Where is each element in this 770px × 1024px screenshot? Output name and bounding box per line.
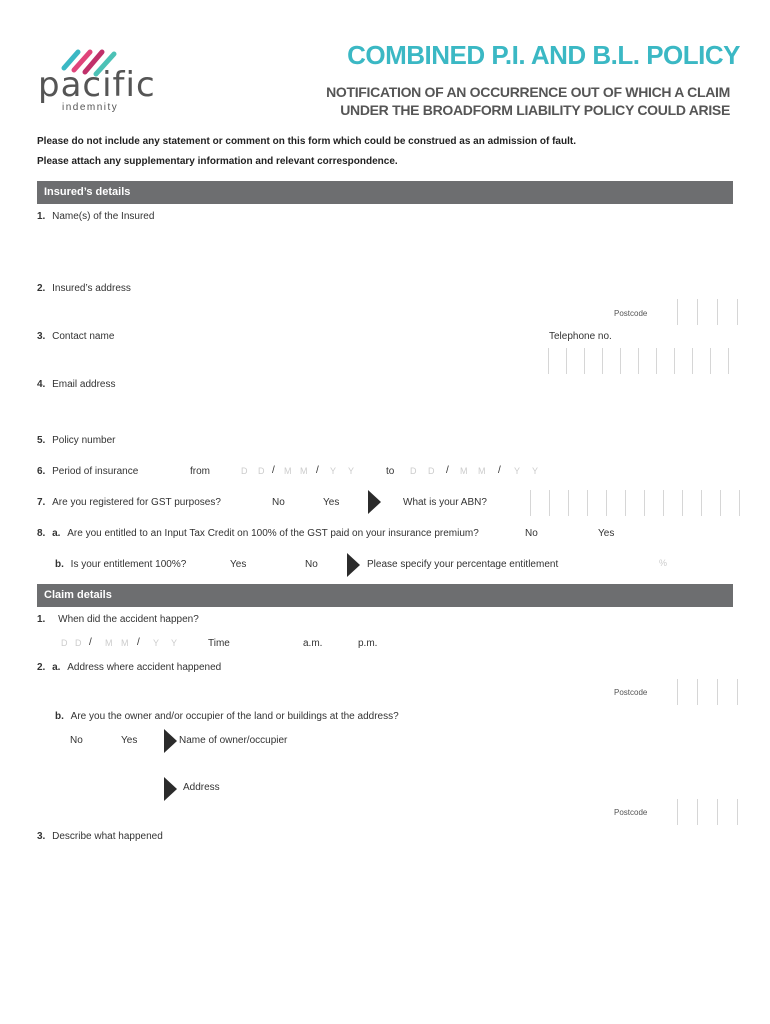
q6-label: Period of insurance bbox=[52, 466, 139, 477]
owner-address-label: Address bbox=[183, 782, 220, 793]
claim-q2a-sub: a. bbox=[52, 662, 61, 673]
q7-number: 7. bbox=[37, 497, 46, 508]
accident-month-digit-1: M bbox=[105, 638, 113, 648]
q4-number: 4. bbox=[37, 379, 46, 390]
arrow-right-icon bbox=[164, 777, 177, 801]
section-insured-header: Insured’s details bbox=[37, 181, 733, 204]
postcode-label-2: Postcode bbox=[614, 688, 648, 697]
from-slash-2: / bbox=[316, 465, 319, 476]
email-field[interactable] bbox=[130, 376, 730, 406]
owner-no-option[interactable]: No bbox=[70, 735, 83, 746]
owner-postcode-field[interactable] bbox=[677, 799, 738, 825]
entitlement-yes-option[interactable]: Yes bbox=[230, 559, 247, 570]
q1-number: 1. bbox=[37, 211, 46, 222]
q3-label: Contact name bbox=[52, 331, 115, 342]
note-admission: Please do not include any statement or comment on this form which could be construed as an admission of fault. bbox=[37, 136, 576, 147]
page-subtitle-line1: NOTIFICATION OF AN OCCURRENCE OUT OF WHICH A CLAIM bbox=[326, 84, 730, 100]
q3-row bbox=[37, 331, 114, 342]
claim-q2-number: 2. bbox=[37, 662, 46, 673]
from-slash-1: / bbox=[272, 465, 275, 476]
gst-yes-option[interactable]: Yes bbox=[323, 497, 340, 508]
arrow-right-icon bbox=[164, 729, 177, 753]
owner-address-field[interactable] bbox=[230, 778, 610, 818]
claim-q2b-row bbox=[55, 711, 399, 722]
itc-yes-option[interactable]: Yes bbox=[598, 528, 615, 539]
to-day-digit-2: D bbox=[428, 466, 435, 476]
claim-q3-label: Describe what happened bbox=[52, 831, 163, 842]
q7-label: Are you registered for GST purposes? bbox=[52, 497, 221, 508]
accident-day-digit-1: D bbox=[61, 638, 68, 648]
insured-address-field[interactable] bbox=[37, 298, 627, 326]
q6-number: 6. bbox=[37, 466, 46, 477]
claim-q3-number: 3. bbox=[37, 831, 46, 842]
accident-slash-1: / bbox=[89, 637, 92, 648]
claim-q2a-row bbox=[37, 662, 221, 673]
q5-label: Policy number bbox=[52, 435, 116, 446]
gst-no-option[interactable]: No bbox=[272, 497, 285, 508]
from-month-digit-1: M bbox=[284, 466, 292, 476]
from-day-digit-1: D bbox=[241, 466, 248, 476]
time-field[interactable] bbox=[240, 632, 298, 656]
to-day-digit-1: D bbox=[410, 466, 417, 476]
percent-sign: % bbox=[658, 558, 667, 568]
q7-row bbox=[37, 497, 221, 508]
page-subtitle-line2: UNDER THE BROADFORM LIABILITY POLICY COULD ARISE bbox=[340, 102, 730, 118]
pm-option[interactable]: p.m. bbox=[358, 638, 378, 649]
insured-postcode-field[interactable] bbox=[677, 299, 738, 325]
accident-slash-2: / bbox=[137, 637, 140, 648]
claim-q1-number: 1. bbox=[37, 614, 46, 625]
q4-label: Email address bbox=[52, 379, 116, 390]
accident-date-field[interactable] bbox=[55, 632, 195, 656]
q4-row bbox=[37, 379, 115, 390]
q2-row bbox=[37, 283, 131, 294]
period-to-date[interactable] bbox=[404, 460, 554, 484]
accident-day-digit-2: D bbox=[75, 638, 82, 648]
from-month-digit-2: M bbox=[300, 466, 308, 476]
q8b-label: Is your entitlement 100%? bbox=[70, 559, 187, 570]
to-month-digit-1: M bbox=[460, 466, 468, 476]
contact-name-field[interactable] bbox=[130, 328, 530, 348]
q6-row bbox=[37, 466, 138, 477]
period-to-label: to bbox=[386, 466, 395, 477]
describe-field[interactable] bbox=[37, 848, 733, 1008]
q8a-label: Are you entitled to an Input Tax Credit on 100% of the GST paid on your insurance premium? bbox=[67, 528, 479, 539]
entitlement-no-option[interactable]: No bbox=[305, 559, 318, 570]
company-logo bbox=[38, 44, 156, 116]
from-year-digit-2: Y bbox=[348, 466, 355, 476]
from-day-digit-2: D bbox=[258, 466, 265, 476]
logo-tagline: indemnity bbox=[62, 102, 119, 113]
to-slash-1: / bbox=[446, 465, 449, 476]
owner-yes-option[interactable]: Yes bbox=[121, 735, 138, 746]
percentage-field[interactable] bbox=[590, 553, 675, 575]
claim-q2b-sub: b. bbox=[55, 711, 64, 722]
q8a-row bbox=[37, 528, 479, 539]
claim-q1-row bbox=[37, 614, 199, 625]
period-from-date[interactable] bbox=[236, 460, 376, 484]
q8-number: 8. bbox=[37, 528, 46, 539]
q8b-sub: b. bbox=[55, 559, 64, 570]
accident-month-digit-2: M bbox=[121, 638, 129, 648]
telephone-label: Telephone no. bbox=[549, 331, 612, 342]
q8a-sub: a. bbox=[52, 528, 61, 539]
q2-number: 2. bbox=[37, 283, 46, 294]
arrow-right-icon bbox=[368, 490, 381, 514]
accident-address-field[interactable] bbox=[55, 676, 615, 706]
postcode-label-1: Postcode bbox=[614, 309, 648, 318]
from-year-digit-1: Y bbox=[330, 466, 337, 476]
claim-q1-label: When did the accident happen? bbox=[58, 614, 199, 625]
claim-q2a-label: Address where accident happened bbox=[67, 662, 222, 673]
to-year-digit-1: Y bbox=[514, 466, 521, 476]
q8b-row bbox=[55, 559, 186, 570]
arrow-right-icon bbox=[347, 553, 360, 577]
accident-year-digit-1: Y bbox=[153, 638, 160, 648]
q3-number: 3. bbox=[37, 331, 46, 342]
claim-q2b-label: Are you the owner and/or occupier of the land or buildings at the address? bbox=[70, 711, 399, 722]
abn-field[interactable] bbox=[530, 490, 740, 516]
accident-postcode-field[interactable] bbox=[677, 679, 738, 705]
am-option[interactable]: a.m. bbox=[303, 638, 323, 649]
note-attach: Please attach any supplementary information and relevant correspondence. bbox=[37, 156, 398, 167]
period-from-label: from bbox=[190, 466, 210, 477]
q2-label: Insured’s address bbox=[52, 283, 131, 294]
q1-row bbox=[37, 211, 154, 222]
to-slash-2: / bbox=[498, 465, 501, 476]
specify-percentage-label: Please specify your percentage entitlement bbox=[367, 559, 559, 570]
q5-row bbox=[37, 435, 115, 446]
section-claim-header: Claim details bbox=[37, 584, 733, 607]
page-title: COMBINED P.I. AND B.L. POLICY bbox=[347, 40, 740, 70]
insured-name-field[interactable] bbox=[37, 226, 733, 276]
abn-label: What is your ABN? bbox=[403, 497, 487, 508]
q5-number: 5. bbox=[37, 435, 46, 446]
to-year-digit-2: Y bbox=[532, 466, 539, 476]
logo-wordmark: pacific bbox=[38, 65, 156, 105]
owner-name-label: Name of owner/occupier bbox=[179, 735, 288, 746]
owner-name-field[interactable] bbox=[300, 730, 730, 752]
accident-year-digit-2: Y bbox=[171, 638, 178, 648]
q1-label: Name(s) of the Insured bbox=[52, 211, 155, 222]
to-month-digit-2: M bbox=[478, 466, 486, 476]
telephone-field[interactable] bbox=[548, 348, 729, 374]
claim-q3-row bbox=[37, 831, 163, 842]
time-label: Time bbox=[208, 638, 230, 649]
policy-number-field[interactable] bbox=[130, 432, 730, 452]
postcode-label-3: Postcode bbox=[614, 808, 648, 817]
itc-no-option[interactable]: No bbox=[525, 528, 538, 539]
